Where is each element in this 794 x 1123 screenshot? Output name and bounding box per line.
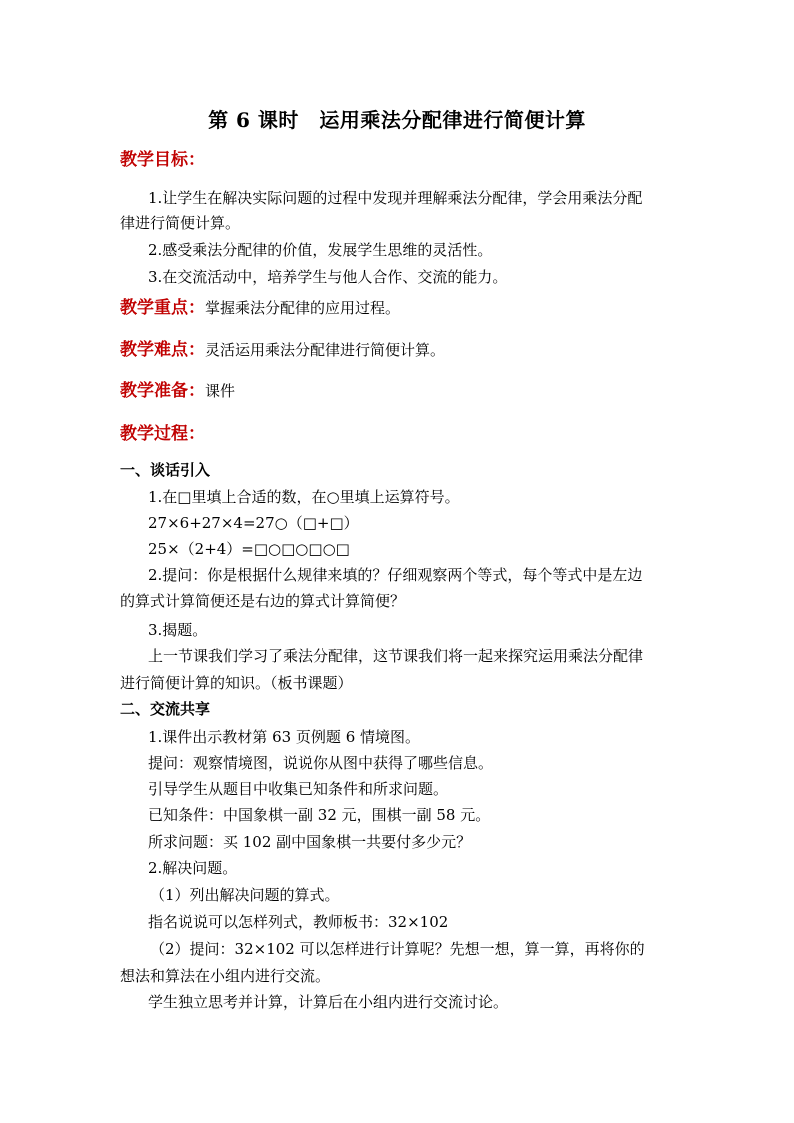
key-point [120, 298, 400, 318]
section-1-line: 的算式计算简便还是右边的算式计算简便？ [120, 592, 406, 610]
section-2-line: 提问：观察情境图，说说你从图中获得了哪些信息。 [148, 754, 494, 772]
section-2-line: 所求问题：买 102 副中国象棋一共要付多少元？ [148, 833, 472, 851]
process-heading: 教学过程： [120, 424, 205, 444]
section-2-line: 引导学生从题目中收集已知条件和所求问题。 [148, 780, 449, 798]
section-2-line: 2.解决问题。 [148, 859, 238, 877]
key-point-label: 教学重点： [120, 298, 205, 318]
section-1-line: 上一节课我们学习了乘法分配律，这节课我们将一起来探究运用乘法分配律 [148, 647, 644, 665]
preparation-label: 教学准备： [120, 381, 205, 401]
section-1-line: 25×（2+4）=□○□○□○□ [148, 540, 350, 558]
section-2-line: （2）提问：32×102 可以怎样进行计算呢？先想一想，算一算，再将你的 [150, 940, 645, 958]
section-1-line: 进行简便计算的知识。（板书课题） [120, 674, 353, 692]
objective-line: 1.让学生在解决实际问题的过程中发现并理解乘法分配律，学会用乘法分配 [148, 189, 643, 207]
section-2-line: 学生独立思考并计算，计算后在小组内进行交流讨论。 [148, 993, 509, 1011]
difficulty-text: 灵活运用乘法分配律进行简便计算。 [205, 341, 446, 359]
section-1-line: 2.提问：你是根据什么规律来填的？仔细观察两个等式，每个等式中是左边 [148, 566, 643, 584]
section-2-title: 二、交流共享 [120, 700, 211, 718]
page-title: 第 6 课时 运用乘法分配律进行简便计算 [208, 108, 586, 132]
objective-line: 3.在交流活动中，培养学生与他人合作、交流的能力。 [148, 268, 508, 286]
difficulty [120, 340, 445, 360]
section-2-line: 已知条件：中国象棋一副 32 元，围棋一副 58 元。 [148, 806, 491, 824]
preparation-text: 课件 [205, 382, 236, 400]
objective-line: 律进行简便计算。 [120, 214, 241, 232]
section-1-line: 1.在□里填上合适的数，在○里填上运算符号。 [148, 488, 460, 506]
section-1-line: 27×6+27×4=27○（□+□） [148, 514, 359, 532]
section-1-line: 3.揭题。 [148, 621, 208, 639]
section-1-title: 一、谈话引入 [120, 461, 211, 479]
section-2-line: 想法和算法在小组内进行交流。 [120, 967, 331, 985]
preparation [120, 381, 235, 401]
section-2-line: 指名说说可以怎样列式，教师板书：32×102 [148, 913, 449, 931]
objectives-heading: 教学目标： [120, 150, 205, 170]
section-2-line: 1.课件出示教材第 63 页例题 6 情境图。 [148, 728, 421, 746]
key-point-text: 掌握乘法分配律的应用过程。 [205, 299, 401, 317]
section-2-line: （1）列出解决问题的算式。 [150, 886, 340, 904]
objective-line: 2.感受乘法分配律的价值，发展学生思维的灵活性。 [148, 241, 493, 259]
difficulty-label: 教学难点： [120, 340, 205, 360]
